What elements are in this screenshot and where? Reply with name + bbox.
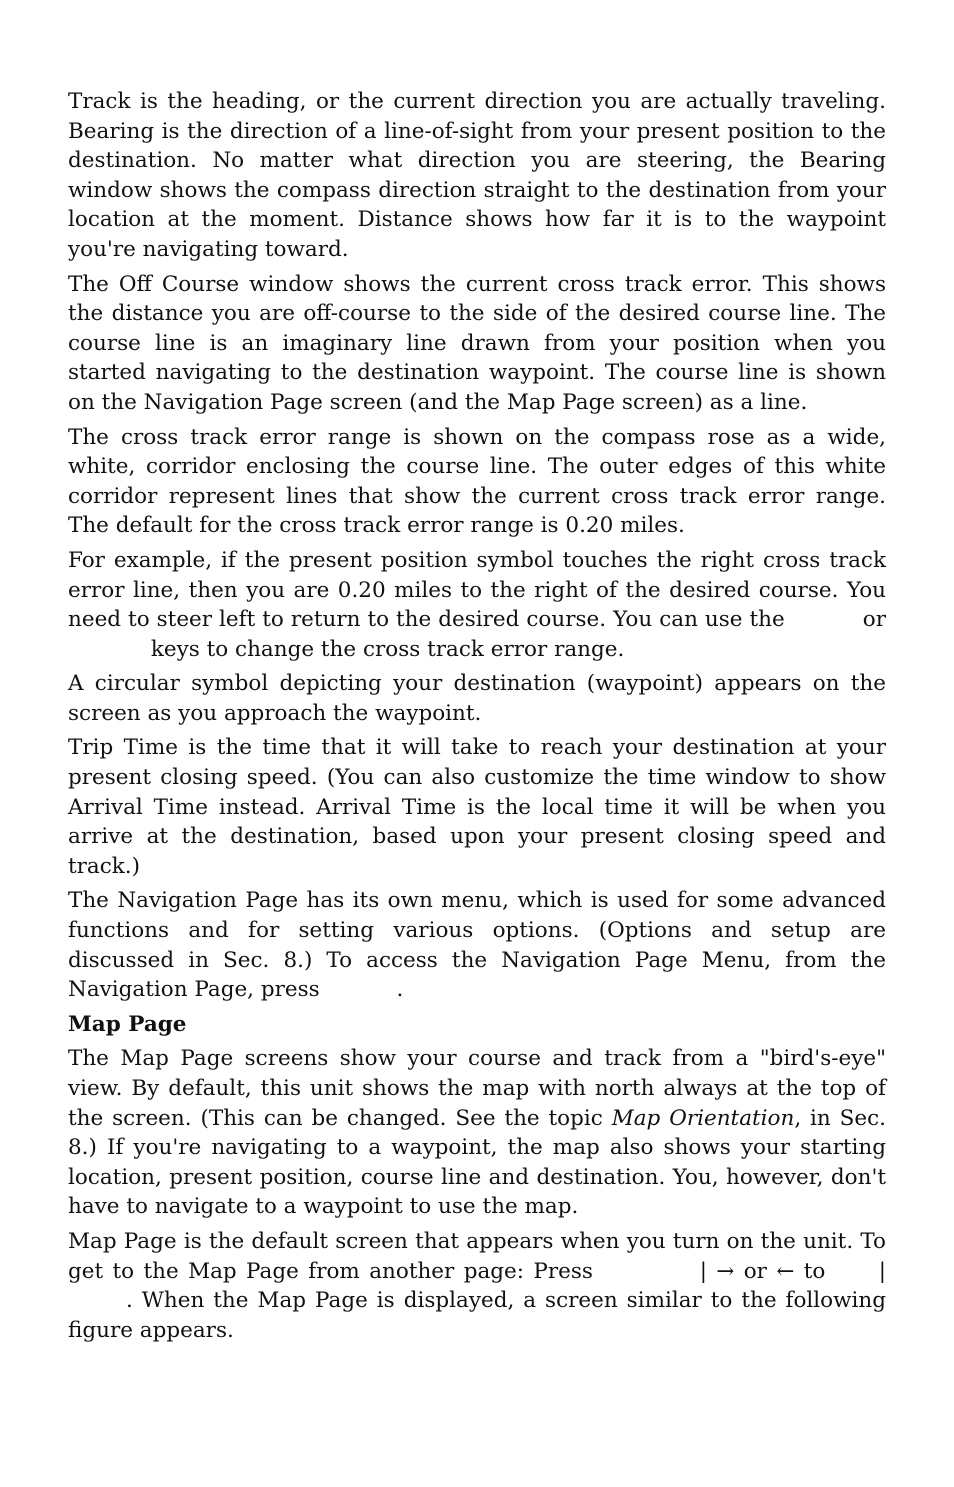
paragraph-text: or: [862, 607, 887, 633]
paragraph-trip-time: [68, 733, 886, 881]
paragraph-track-bearing: [68, 87, 886, 265]
paragraph-off-course: [68, 270, 886, 418]
paragraph-text: | → or ← to: [699, 1258, 826, 1284]
paragraph-text: |: [878, 1258, 886, 1284]
paragraph-cross-track-range: [68, 423, 886, 541]
paragraph-map-page-access: [68, 1227, 886, 1345]
manual-page: [68, 87, 886, 1345]
paragraph-example: [68, 546, 886, 664]
paragraph-text: Map Page is the default screen that appears when you turn on the unit. To get to the Map Page from another page: Press: [68, 1228, 886, 1284]
section-heading: Map Page: [68, 1011, 187, 1037]
paragraph-text: The Off Course window shows the current cross track error. This shows the distance you are off-course to the side of the desired course line. The course line is an imaginary line drawn from your position when you started navigating to the destination waypoint. The course line is shown on the Navigation Page screen (and the Map Page screen) as a line.: [68, 271, 886, 415]
paragraph-text: A circular symbol depicting your destination (waypoint) appears on the screen as you approach the waypoint.: [68, 671, 886, 726]
paragraph-text: The cross track error range is shown on the compass rose as a wide, white, corridor enclosing the course line. The outer edges of this white corridor represent lines that show the current cross track error range. The default for the cross track error range is 0.20 miles.: [68, 424, 886, 539]
paragraph-text: For example, if the present position symbol touches the right cross track error line, then you are 0.20 miles to the right of the desired course. You need to steer left to return to the desired course. You can use the: [68, 547, 886, 633]
topic-reference: Map Orientation: [611, 1105, 795, 1131]
paragraph-text: The Map Page screens show your course and track from a "bird's-eye" view. By default, this unit shows the map with north always at the top of the screen. (This can be changed. See the topic: [68, 1046, 886, 1131]
paragraph-text: .: [396, 977, 404, 1003]
paragraph-map-page-intro: [68, 1044, 886, 1222]
paragraph-text: . When the Map Page is displayed, a screen similar to the following figure appears.: [68, 1288, 886, 1343]
paragraph-text: Trip Time is the time that it will take to reach your destination at your present closing speed. (You can also customize the time window to show Arrival Time instead. Arrival Time is the local time it will be when you arrive at the destination, based upon your present closing speed and track.): [68, 735, 886, 879]
paragraph-text: keys to change the cross track error range.: [150, 636, 625, 662]
paragraph-text: The Navigation Page has its own menu, which is used for some advanced functions and for setting various options. (Options and setup are discussed in Sec. 8.) To access the Navigation Page Menu, from the Navigation Page, press: [68, 888, 886, 1003]
paragraph-text: Track is the heading, or the current direction you are actually traveling. Bearing is the direction of a line-of-sight from your present position to the destination. No matter what direction you are steering, the Bearing window shows the compass direction straight to the destination from your location at the moment. Distance shows how far it is to the waypoint you're navigating toward.: [68, 89, 886, 262]
paragraph-navigation-menu: [68, 886, 886, 1004]
paragraph-text: , in Sec. 8.) If you're navigating to a waypoint, the map also shows your starting location, present position, course line and destination. You, however, don't have to navigate to a waypoint to use the map.: [68, 1105, 886, 1220]
paragraph-destination-symbol: [68, 669, 886, 728]
